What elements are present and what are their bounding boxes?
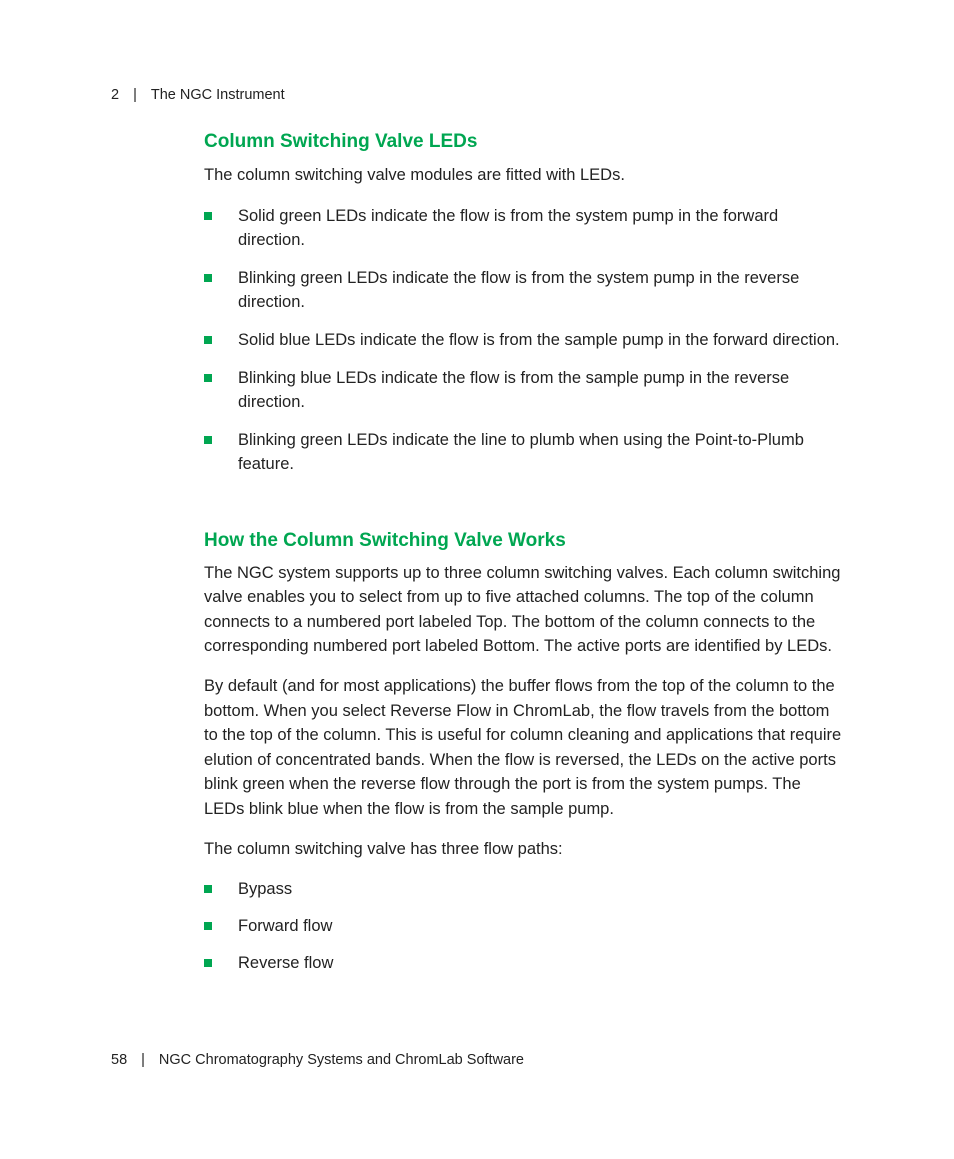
footer-title: NGC Chromatography Systems and ChromLab Software [158, 1052, 524, 1068]
list-item-text: Bypass [238, 880, 293, 899]
bullet-square-icon [204, 959, 212, 967]
bullet-square-icon [204, 885, 212, 893]
list-item [204, 266, 844, 314]
leds-intro: The column switching valve modules are fitted with LEDs. [204, 166, 625, 184]
how-it-works-paragraph: By default (and for most applications) the buffer flows from the top of the column to the bottom. When you select Reverse Flow in ChromLab, the flow travels from the bottom to the top of the column. This is useful for column cleaning and applications that require elution of concentrated bands. When the flow is reversed, the LEDs on the active ports blink green when the reverse flow through the port is from the system pumps. The LEDs blink blue when the flow is from the sample pump. [204, 676, 842, 818]
list-item-text: Reverse flow [238, 954, 334, 973]
list-item [204, 204, 844, 252]
list-item [204, 428, 844, 476]
list-item-text: Blinking blue LEDs indicate the flow is from the sample pump in the reverse direction. [238, 368, 790, 411]
footer-separator: | [141, 1052, 145, 1068]
running-header [111, 87, 285, 103]
footer-page-number: 58 [111, 1052, 128, 1068]
list-item [204, 877, 844, 901]
list-item [204, 328, 844, 352]
flow-paths-list [204, 877, 844, 975]
list-item [204, 951, 844, 975]
section-heading-leds: Column Switching Valve LEDs [204, 131, 478, 152]
bullet-square-icon [204, 436, 212, 444]
page-footer [111, 1052, 524, 1068]
list-item [204, 366, 844, 414]
how-it-works-paragraph: The column switching valve has three flow paths: [204, 839, 563, 858]
header-page-number: 2 [111, 87, 120, 103]
header-chapter: The NGC Instrument [150, 87, 285, 103]
list-item-text: Blinking green LEDs indicate the line to plumb when using the Point-to-Plumb feature. [238, 430, 804, 473]
list-item-text: Solid green LEDs indicate the flow is from the system pump in the forward direction. [238, 206, 779, 249]
how-it-works-paragraph: The NGC system supports up to three column switching valves. Each column switching valve enables you to select from up to five attached columns. The top of the column connects to a numbered port labeled Top. The bottom of the column connects to the corresponding numbered port labeled Bottom. The active ports are identified by LEDs. [204, 563, 841, 656]
section-heading-how-it-works: How the Column Switching Valve Works [204, 529, 566, 551]
bullet-square-icon [204, 922, 212, 930]
list-item-text: Forward flow [238, 917, 333, 936]
bullet-square-icon [204, 274, 212, 282]
page-content [204, 130, 844, 975]
bullet-square-icon [204, 374, 212, 382]
header-separator: | [133, 87, 137, 103]
bullet-square-icon [204, 336, 212, 344]
list-item-text: Blinking green LEDs indicate the flow is from the system pump in the reverse direction. [238, 268, 800, 311]
leds-bullet-list [204, 204, 844, 476]
list-item [204, 914, 844, 938]
bullet-square-icon [204, 212, 212, 220]
list-item-text: Solid blue LEDs indicate the flow is from the sample pump in the forward direction. [238, 330, 840, 349]
